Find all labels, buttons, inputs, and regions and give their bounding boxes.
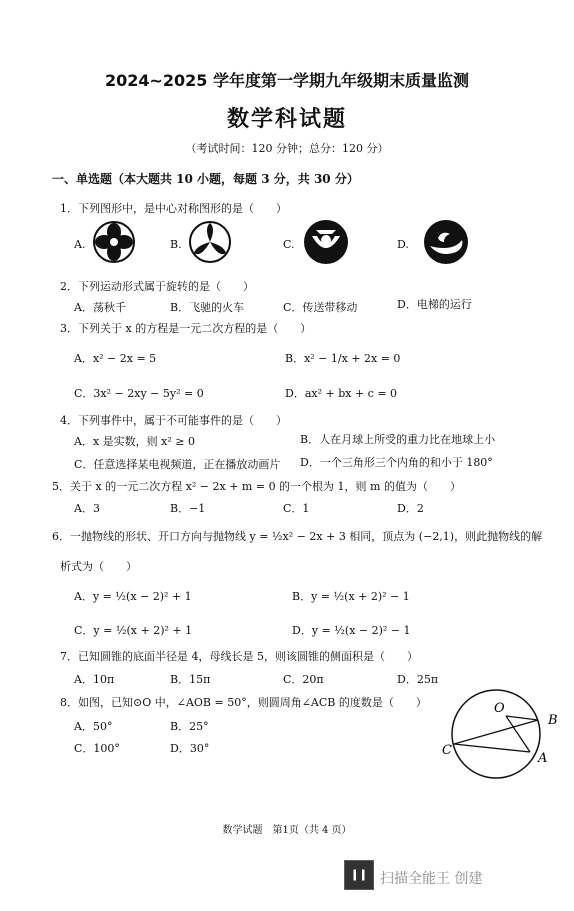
q8-circle-figure — [438, 680, 568, 790]
q1-option-b-figure — [188, 220, 232, 264]
q1-option-d-label: D. — [397, 238, 409, 251]
q8-label-b: B — [548, 713, 558, 728]
q1-option-b-label: B. — [170, 238, 182, 251]
q8-label-c: C — [442, 743, 452, 758]
q3-option-b: B．x² − 1/x + 2x = 0 — [285, 352, 401, 365]
subject-title: 数学科试题 — [226, 107, 347, 132]
q1-option-a-label: A. — [74, 238, 86, 251]
question-8-stem: 8．如图，已知⊙O 中，∠AOB = 50°，则圆周角∠ACB 的度数是（ ） — [60, 696, 427, 709]
q1-option-c-label: C. — [283, 238, 295, 251]
q1-option-a-figure — [92, 220, 136, 264]
q8-label-a: A — [538, 751, 548, 766]
question-7-stem: 7．已知圆锥的底面半径是 4，母线长是 5，则该圆锥的侧面积是（ ） — [60, 650, 418, 663]
question-2-stem: 2．下列运动形式属于旋转的是（ ） — [60, 280, 254, 293]
q2-option-b: B．飞驰的火车 — [170, 301, 245, 314]
q3-option-c: C．3x² − 2xy − 5y² = 0 — [74, 387, 204, 400]
exam-info: （考试时间：120 分钟；总分：120 分） — [185, 142, 389, 155]
qr-code-icon — [344, 860, 374, 890]
q7-option-c: C．20π — [283, 673, 324, 686]
q4-option-d: D．一个三角形三个内角的和小于 180° — [300, 456, 493, 469]
q7-option-a: A．10π — [74, 673, 115, 686]
q8-option-c: C．100° — [74, 742, 120, 755]
q5-option-c: C．1 — [283, 502, 310, 515]
q8-option-b: B．25° — [170, 720, 209, 733]
q2-option-d: D．电梯的运行 — [397, 298, 472, 311]
section-heading: 一、单选题（本大题共 10 小题，每题 3 分，共 30 分） — [52, 172, 359, 186]
q6-option-c: C．y = ½(x + 2)² + 1 — [74, 624, 193, 637]
page-footer: 数学试题 第1页（共 4 页） — [222, 825, 352, 836]
exam-title: 2024~2025 学年度第一学期九年级期末质量监测 — [104, 71, 470, 90]
question-6-stem-cont: 析式为（ ） — [60, 560, 137, 573]
q8-option-d: D．30° — [170, 742, 210, 755]
q3-option-a: A．x² − 2x = 5 — [74, 352, 157, 365]
q6-option-d: D．y = ½(x − 2)² − 1 — [292, 624, 411, 637]
q5-option-d: D．2 — [397, 502, 424, 515]
q8-label-o: O — [494, 701, 505, 716]
q8-option-a: A．50° — [74, 720, 113, 733]
q1-option-d-figure — [422, 218, 470, 266]
question-4-stem: 4．下列事件中，属于不可能事件的是（ ） — [60, 414, 287, 427]
q4-option-a: A．x 是实数，则 x² ≥ 0 — [74, 435, 195, 448]
question-3-stem: 3．下列关于 x 的方程是一元二次方程的是（ ） — [60, 322, 312, 335]
q3-option-d: D．ax² + bx + c = 0 — [285, 387, 398, 400]
q5-option-b: B．−1 — [170, 502, 206, 515]
question-5-stem: 5．关于 x 的一元二次方程 x² − 2x + m = 0 的一个根为 1，则 m 的值为（ ） — [52, 480, 461, 493]
q1-option-c-figure — [302, 218, 350, 266]
q2-option-a: A．荡秋千 — [74, 301, 126, 314]
q4-option-b: B．人在月球上所受的重力比在地球上小 — [300, 433, 496, 446]
q6-option-a: A．y = ½(x − 2)² + 1 — [74, 590, 192, 603]
scanner-watermark: 扫描全能王 创建 — [380, 871, 483, 887]
q7-option-b: B．15π — [170, 673, 211, 686]
question-6-stem: 6．一抛物线的形状、开口方向与抛物线 y = ½x² − 2x + 3 相同，顶点为 (−2,1)，则此抛物线的解 — [52, 530, 543, 543]
q5-option-a: A．3 — [74, 502, 100, 515]
question-1-stem: 1．下列图形中，是中心对称图形的是（ ） — [60, 202, 287, 215]
q4-option-c: C．任意选择某电视频道，正在播放动画片 — [74, 458, 281, 471]
q7-option-d: D．25π — [397, 673, 439, 686]
q2-option-c: C．传送带移动 — [283, 301, 358, 314]
q6-option-b: B．y = ½(x + 2)² − 1 — [292, 590, 410, 603]
